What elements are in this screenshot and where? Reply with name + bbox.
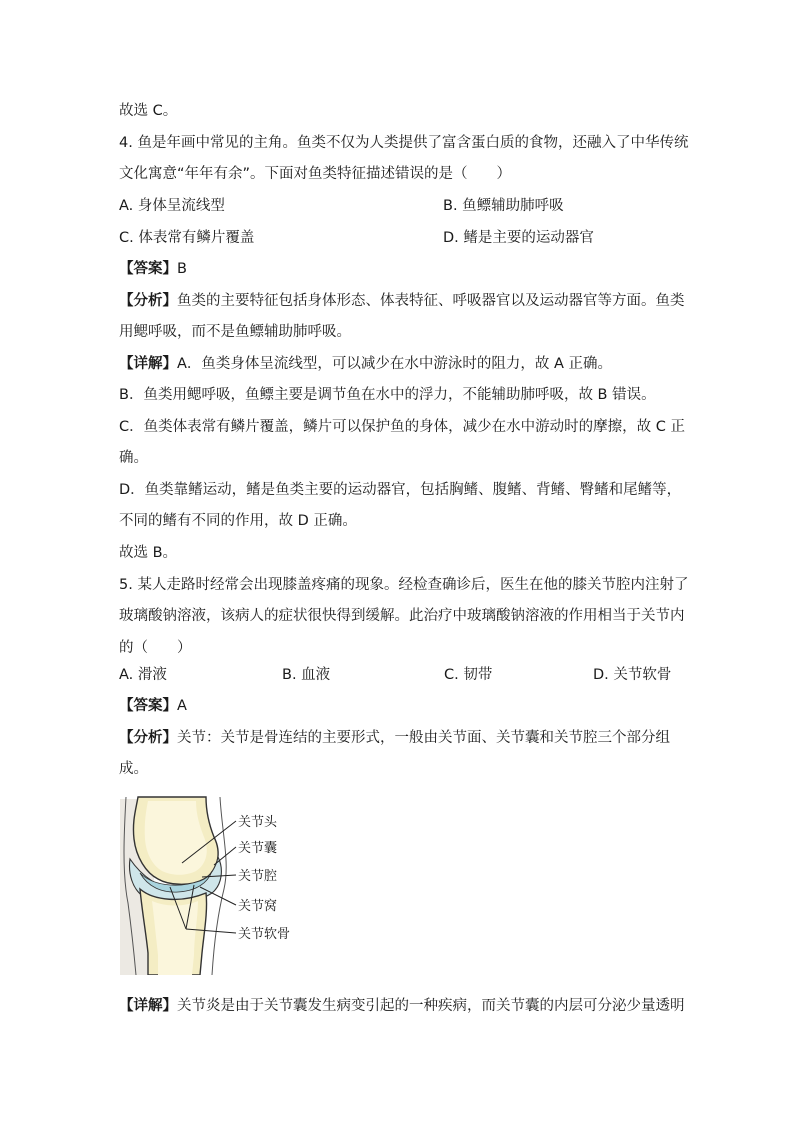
q4-detail-a — [119, 354, 612, 374]
q4-detail-d2: 不同的鳍有不同的作用，故 D 正确。 — [119, 513, 357, 529]
option-text: 鱼鳔辅助肺呼吸 — [462, 198, 564, 214]
option-letter: C. — [444, 667, 459, 683]
q4-option-a — [119, 196, 225, 216]
knee-joint-diagram — [118, 793, 318, 975]
label-joint-capsule: 关节囊 — [238, 841, 278, 856]
option-text: 鳍是主要的运动器官 — [463, 230, 594, 246]
analysis-label: 【分析】 — [119, 730, 177, 746]
option-letter: D. — [593, 667, 609, 683]
q5-stem-line2: 玻璃酸钠溶液，该病人的症状很快得到缓解。此治疗中玻璃酸钠溶液的作用相当于关节内 — [119, 608, 685, 624]
q5-option-d — [593, 665, 671, 685]
q5-stem-line3: 的（ ） — [119, 640, 192, 656]
q4-analysis-line2: 用鳃呼吸，而不是鱼鳔辅助肺呼吸。 — [119, 324, 351, 340]
option-letter: D. — [443, 230, 459, 246]
q5-option-c — [444, 665, 492, 685]
q5-option-a — [119, 665, 167, 685]
option-text: 身体呈流线型 — [137, 198, 225, 214]
detail-text: 关节炎是由于关节囊发生病变引起的一种疾病，而关节囊的内层可分泌少量透明 — [177, 998, 685, 1014]
detail-label: 【详解】 — [119, 356, 177, 372]
label-articular-cartilage: 关节软骨 — [238, 927, 291, 942]
analysis-label: 【分析】 — [119, 293, 177, 309]
q4-stem-line1: 4. 鱼是年画中常见的主角。鱼类不仅为人类提供了富含蛋白质的食物，还融入了中华传统 — [119, 135, 689, 151]
option-letter: C. — [119, 230, 134, 246]
q5-option-b — [282, 665, 330, 685]
q4-option-b — [443, 196, 564, 216]
q4-option-d — [443, 228, 594, 248]
answer-label: 【答案】 — [119, 698, 177, 714]
answer-value: B — [177, 261, 187, 277]
q4-analysis-line1 — [119, 291, 685, 311]
option-text: 血液 — [301, 667, 331, 683]
analysis-text: 鱼类的主要特征包括身体形态、体表特征、呼吸器官以及运动器官等方面。鱼类 — [177, 293, 685, 309]
detail-label: 【详解】 — [119, 998, 177, 1014]
label-joint-socket: 关节窝 — [238, 899, 278, 914]
answer-label: 【答案】 — [119, 261, 177, 277]
q5-stem-line1: 5. 某人走路时经常会出现膝盖疼痛的现象。经检查确诊后，医生在他的膝关节腔内注射了 — [119, 577, 689, 593]
q4-detail-c1: C．鱼类体表常有鳞片覆盖，鳞片可以保护鱼的身体，减少在水中游动时的摩擦，故 C 正 — [119, 419, 685, 435]
q4-conclusion: 故选 B。 — [119, 545, 178, 561]
q4-detail-d1: D．鱼类靠鳍运动，鳍是鱼类主要的运动器官，包括胸鳍、腹鳍、背鳍、臀鳍和尾鳍等， — [119, 482, 682, 498]
q4-option-c — [119, 228, 254, 248]
q5-analysis-line2: 成。 — [119, 761, 148, 777]
option-letter: A. — [119, 198, 134, 214]
analysis-text: 关节：关节是骨连结的主要形式，一般由关节面、关节囊和关节腔三个部分组 — [177, 730, 670, 746]
answer-value: A — [177, 698, 187, 714]
q5-analysis-line1 — [119, 728, 670, 748]
label-joint-head: 关节头 — [238, 815, 278, 830]
detail-text: A．鱼类身体呈流线型，可以减少在水中游泳时的阻力，故 A 正确。 — [177, 356, 613, 372]
option-text: 体表常有鳞片覆盖 — [138, 230, 255, 246]
q4-answer — [119, 259, 187, 279]
q4-detail-c2: 确。 — [119, 450, 148, 466]
option-letter: A. — [119, 667, 134, 683]
option-text: 滑液 — [137, 667, 167, 683]
label-joint-cavity: 关节腔 — [238, 869, 278, 884]
option-letter: B. — [282, 667, 297, 683]
q4-stem-line2: 文化寓意“年年有余”。下面对鱼类特征描述错误的是（ ） — [119, 166, 512, 182]
option-text: 韧带 — [463, 667, 493, 683]
q3-conclusion: 故选 C。 — [119, 103, 178, 119]
option-letter: B. — [443, 198, 458, 214]
q4-detail-b: B．鱼类用鳃呼吸，鱼鳔主要是调节鱼在水中的浮力，不能辅助肺呼吸，故 B 错误。 — [119, 387, 656, 403]
option-text: 关节软骨 — [613, 667, 672, 683]
q5-detail-line1 — [119, 996, 685, 1016]
q5-answer — [119, 696, 187, 716]
